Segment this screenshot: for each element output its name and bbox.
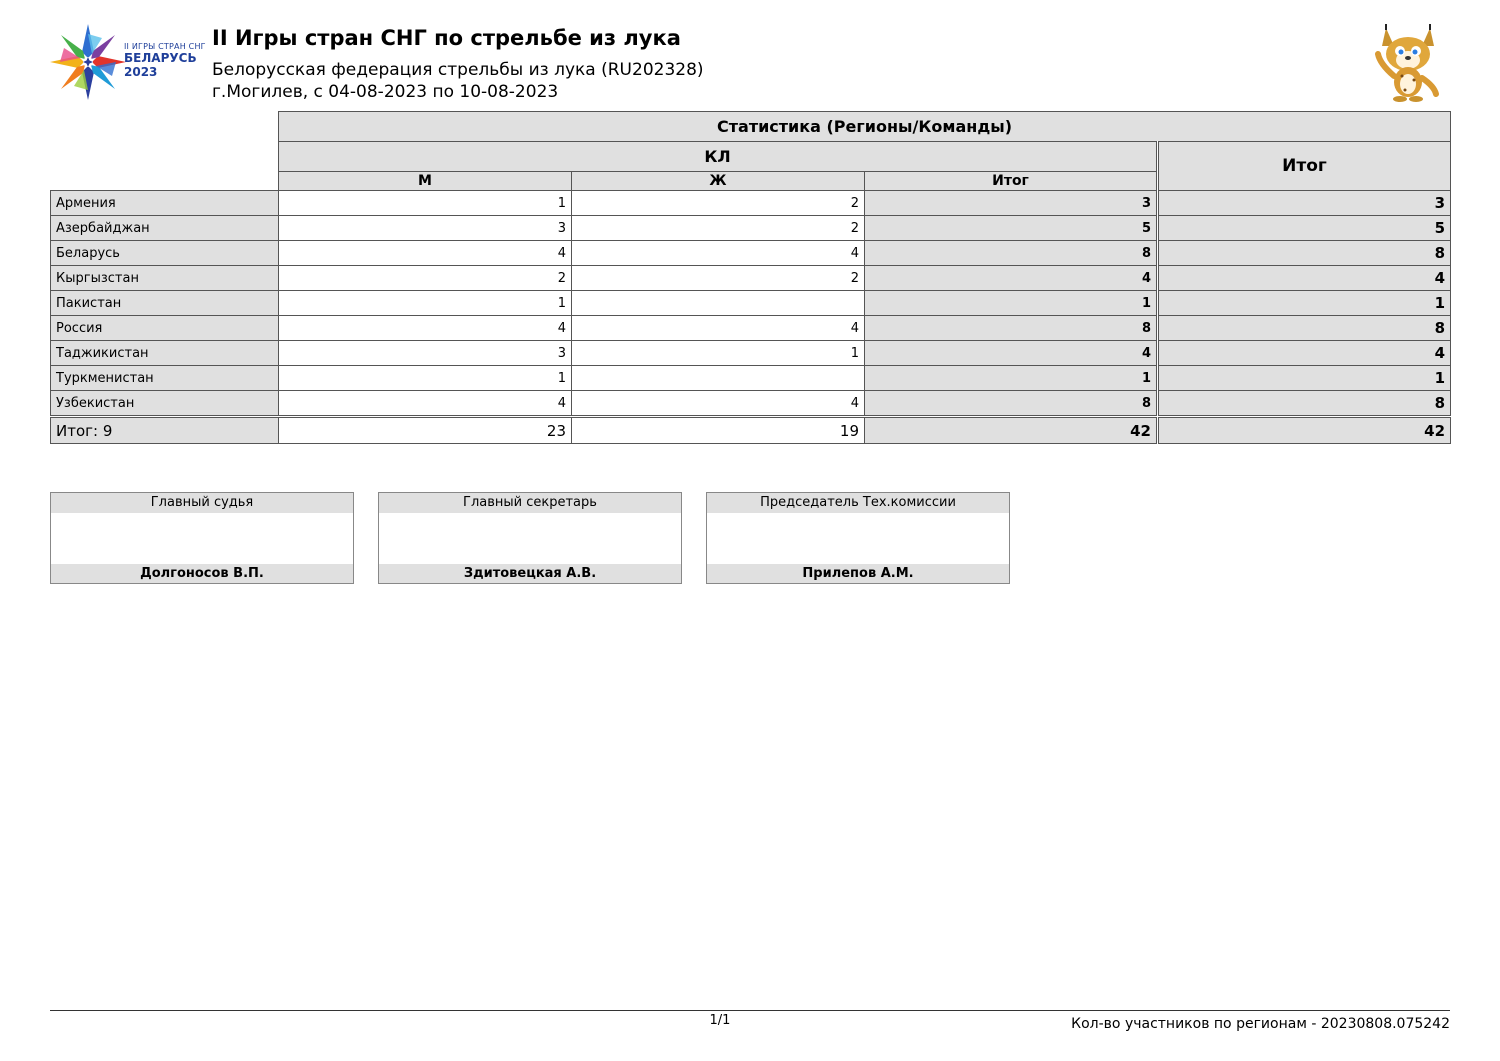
- total-count: 5: [1158, 216, 1451, 241]
- total-count: 4: [1158, 266, 1451, 291]
- region-name: Беларусь: [51, 241, 279, 266]
- statistics-table: [50, 111, 1451, 444]
- footer-report-info: Кол-во участников по регионам - 20230808.075242: [1071, 1016, 1450, 1032]
- region-name: Кыргызстан: [51, 266, 279, 291]
- group-header: КЛ: [279, 142, 1158, 172]
- subtotal-count: 4: [865, 266, 1158, 291]
- grand-total: 42: [1158, 418, 1451, 444]
- total-count: 1: [1158, 366, 1451, 391]
- men-count: 1: [279, 191, 572, 216]
- region-name: Узбекистан: [51, 391, 279, 416]
- signature-box-tech-commission: [706, 492, 1010, 584]
- logo-caption: [124, 42, 206, 79]
- women-count: 4: [572, 241, 865, 266]
- region-name: Туркменистан: [51, 366, 279, 391]
- document-subtitle: Белорусская федерация стрельбы из лука (RU202328): [212, 60, 704, 80]
- total-count: 3: [1158, 191, 1451, 216]
- table-corner-blank: [51, 112, 279, 142]
- subtotal-count: 5: [865, 216, 1158, 241]
- document-title: II Игры стран СНГ по стрельбе из лука: [212, 26, 681, 50]
- region-name: Пакистан: [51, 291, 279, 316]
- subtotal-count: 8: [865, 241, 1158, 266]
- logo-line1: II ИГРЫ СТРАН СНГ: [124, 42, 206, 51]
- women-count: 2: [572, 266, 865, 291]
- table-corner-blank: [51, 142, 279, 172]
- footer-divider: [50, 1010, 1450, 1011]
- total-header: Итог: [1158, 142, 1451, 191]
- signature-name: Здитовецкая А.В.: [379, 564, 681, 583]
- region-name: Россия: [51, 316, 279, 341]
- total-count: 8: [1158, 316, 1451, 341]
- women-total: 19: [572, 418, 865, 444]
- signature-name: Долгоносов В.П.: [51, 564, 353, 583]
- subtotal-count: 1: [865, 366, 1158, 391]
- table-row: [51, 191, 1451, 216]
- men-total: 23: [279, 418, 572, 444]
- signature-role: Главный секретарь: [379, 493, 681, 513]
- table-corner-blank: [51, 172, 279, 191]
- column-header-subtotal: Итог: [865, 172, 1158, 191]
- subtotal-count: 8: [865, 316, 1158, 341]
- page-number: 1/1: [709, 1013, 731, 1028]
- signature-role: Главный судья: [51, 493, 353, 513]
- table-row: [51, 366, 1451, 391]
- logo-line2: БЕЛАРУСЬ: [124, 51, 197, 65]
- men-count: 1: [279, 366, 572, 391]
- table-row: [51, 316, 1451, 341]
- subtotal-count: 4: [865, 341, 1158, 366]
- total-count: 4: [1158, 341, 1451, 366]
- region-name: Армения: [51, 191, 279, 216]
- table-row: [51, 266, 1451, 291]
- total-label: Итог: 9: [51, 418, 279, 444]
- men-count: 4: [279, 391, 572, 416]
- column-header-women: Ж: [572, 172, 865, 191]
- men-count: 1: [279, 291, 572, 316]
- document-dates: г.Могилев, с 04-08-2023 по 10-08-2023: [212, 82, 559, 102]
- table-row: [51, 216, 1451, 241]
- subtotal-total: 42: [865, 418, 1158, 444]
- region-name: Таджикистан: [51, 341, 279, 366]
- table-total-row: [51, 418, 1451, 444]
- total-count: 8: [1158, 391, 1451, 416]
- women-count: 2: [572, 191, 865, 216]
- total-count: 1: [1158, 291, 1451, 316]
- women-count: 4: [572, 391, 865, 416]
- region-name: Азербайджан: [51, 216, 279, 241]
- subtotal-count: 1: [865, 291, 1158, 316]
- total-count: 8: [1158, 241, 1451, 266]
- table-row: [51, 241, 1451, 266]
- men-count: 3: [279, 341, 572, 366]
- column-header-men: М: [279, 172, 572, 191]
- women-count: 2: [572, 216, 865, 241]
- men-count: 4: [279, 241, 572, 266]
- women-count: [572, 366, 865, 391]
- men-count: 2: [279, 266, 572, 291]
- signature-role: Председатель Тех.комиссии: [707, 493, 1009, 513]
- table-row: [51, 341, 1451, 366]
- subtotal-count: 8: [865, 391, 1158, 416]
- signature-box-chief-judge: [50, 492, 354, 584]
- table-row: [51, 291, 1451, 316]
- women-count: 1: [572, 341, 865, 366]
- table-row: [51, 391, 1451, 416]
- signature-box-chief-secretary: [378, 492, 682, 584]
- signature-name: Прилепов А.М.: [707, 564, 1009, 583]
- lynx-mascot-icon: [1372, 24, 1444, 102]
- women-count: 4: [572, 316, 865, 341]
- subtotal-count: 3: [865, 191, 1158, 216]
- logo-line3: 2023: [124, 65, 158, 79]
- men-count: 4: [279, 316, 572, 341]
- table-caption: Статистика (Регионы/Команды): [279, 112, 1451, 142]
- women-count: [572, 291, 865, 316]
- men-count: 3: [279, 216, 572, 241]
